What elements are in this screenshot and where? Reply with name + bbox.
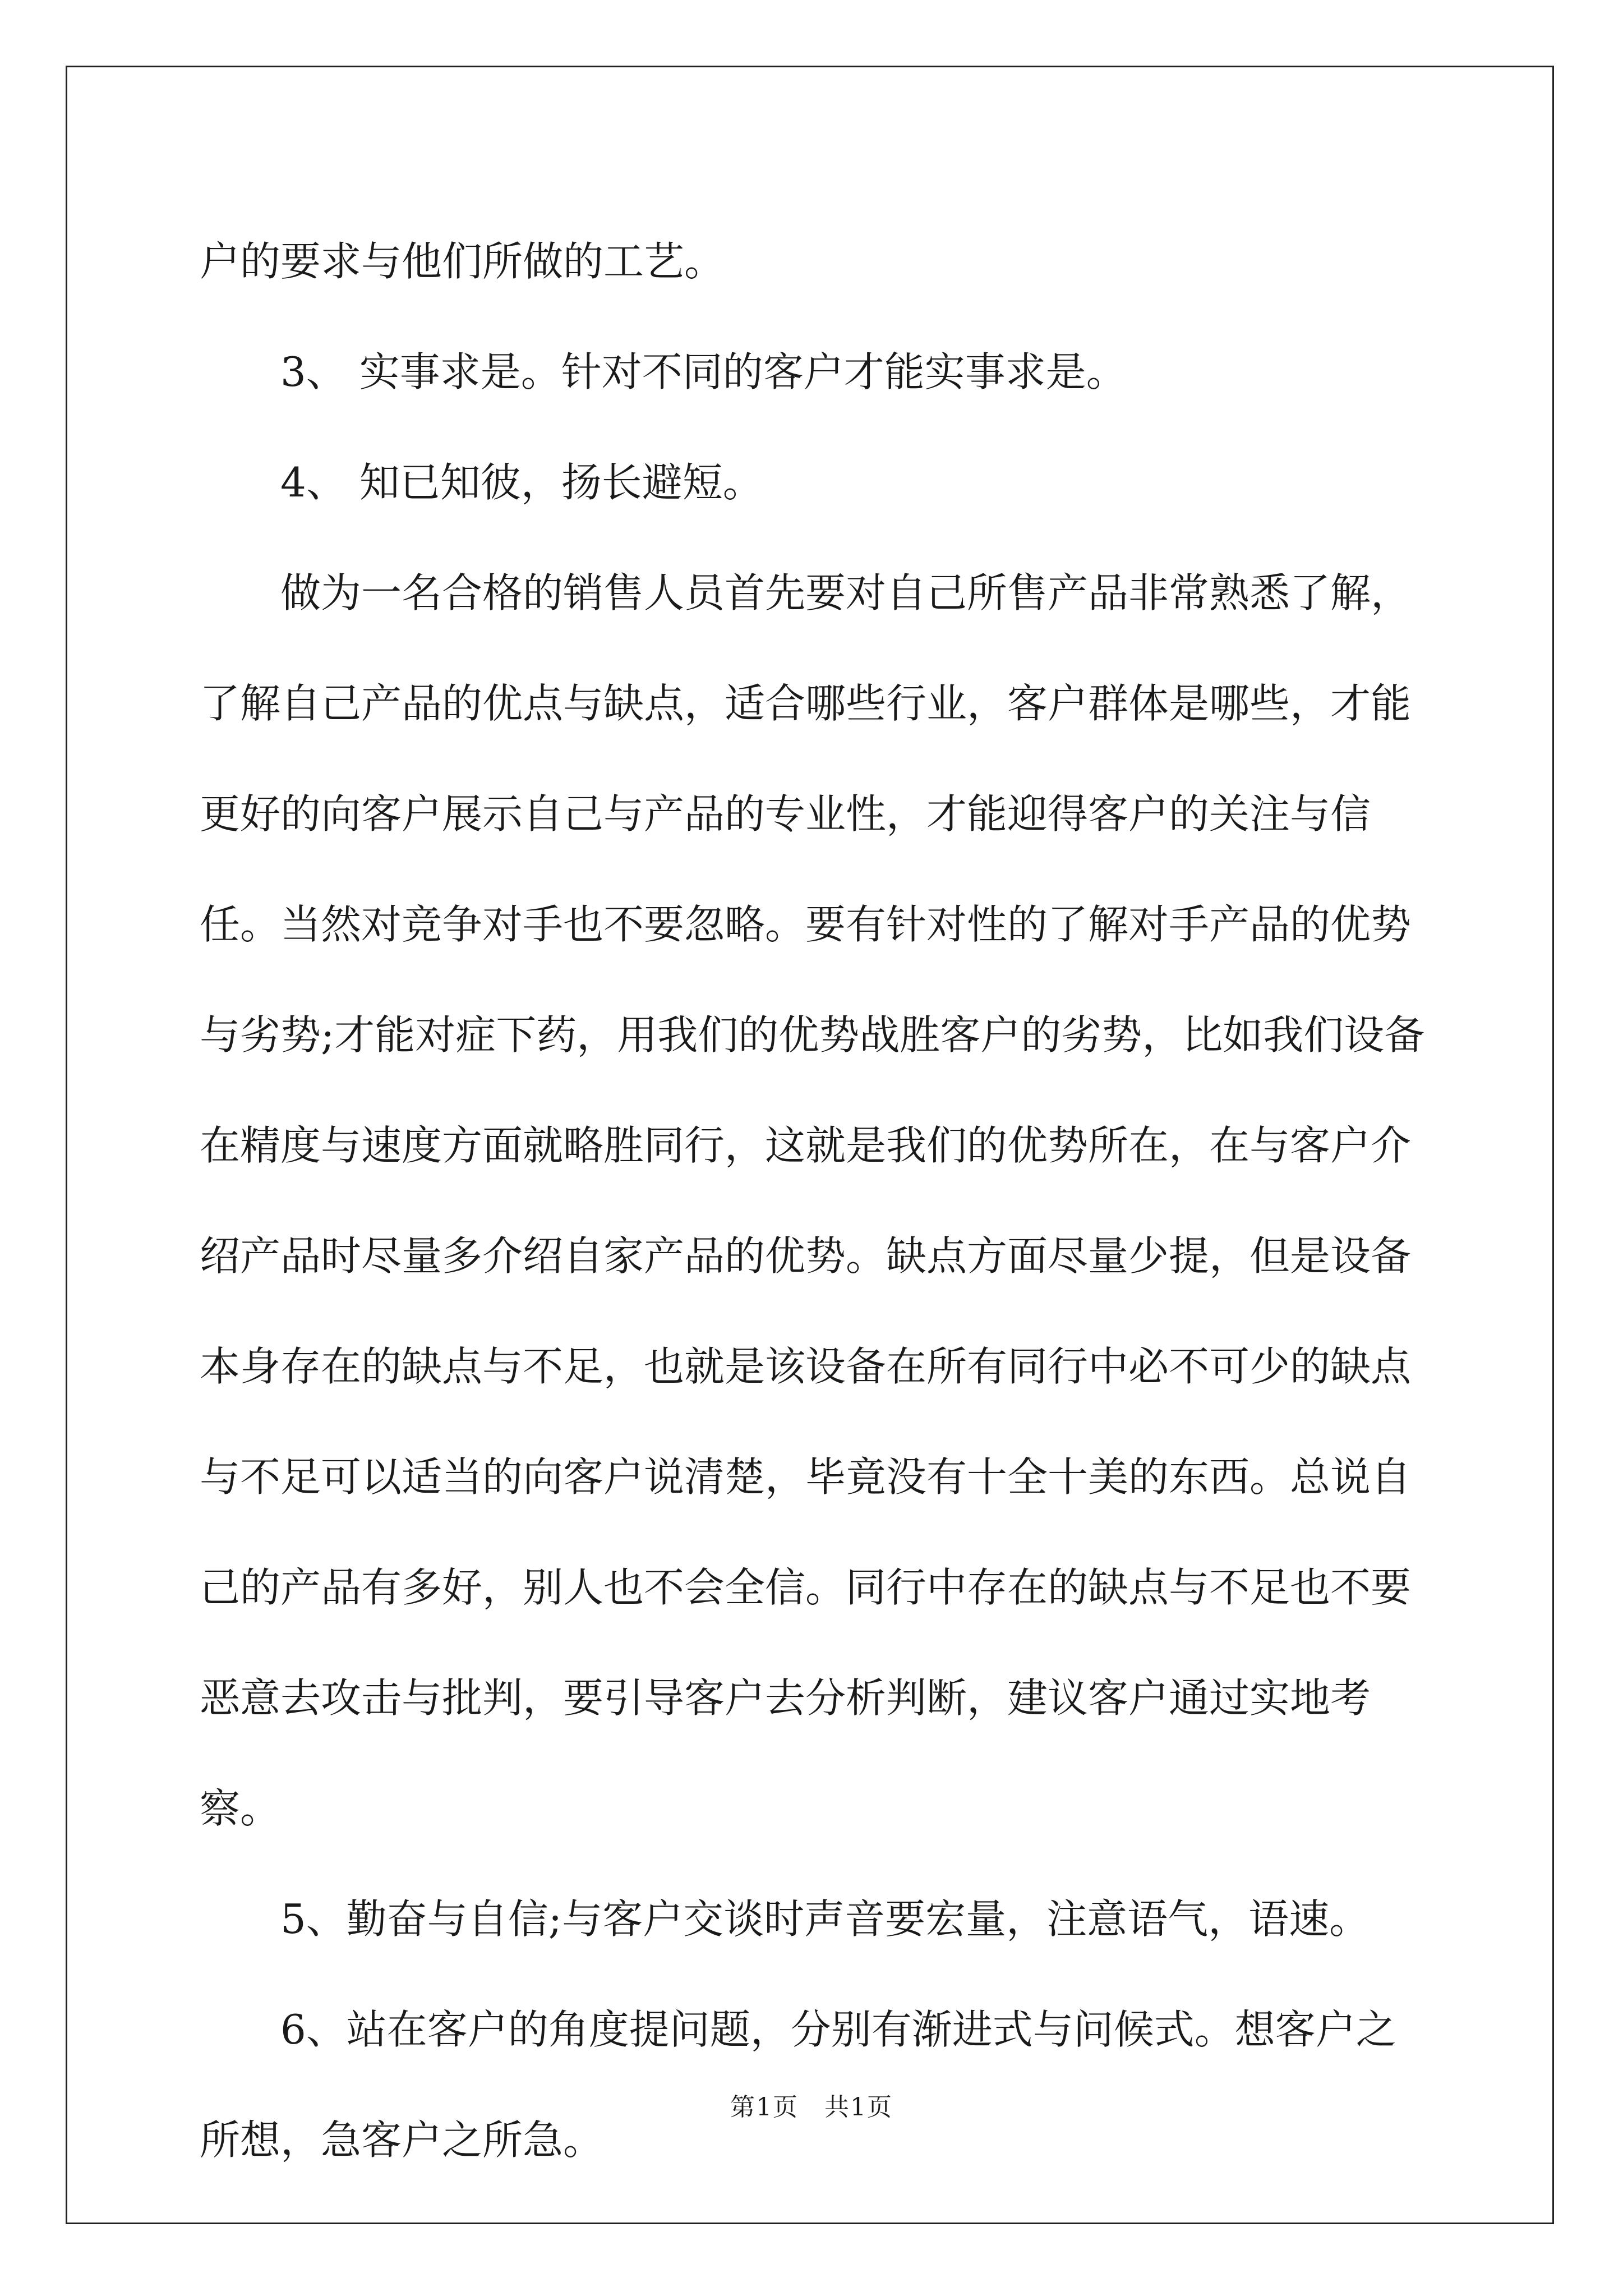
- paragraph-item-4: 4、 知已知彼，扬长避短。: [280, 459, 763, 506]
- paragraph-continuation: 户的要求与他们所做的工艺。: [200, 238, 725, 285]
- paragraph-item-6: 6、站在客户的角度提问题，分别有渐进式与问候式。想客户之所想，急客户之所急。: [200, 2006, 1396, 2164]
- paragraph-item-5: 5、勤奋与自信;与客户交谈时声音要宏量，注意语气，语速。: [280, 1895, 1370, 1943]
- page-footer: 第1页 共1页: [730, 2093, 893, 2122]
- paragraph-sales-knowledge: 做为一名合格的销售人员首先要对自己所售产品非常熟悉了解，了解自己产品的优点与缺点，适合哪些行业，客户群体是哪些，才能更好的向客户展示自己与产品的专业性，才能迎得客户的关注与信任。当然对竞争对手也不要忽略。要有针对性的了解对手产品的优势与劣势;才能对症下药，用我们的优势战胜客户的劣势，比如我们设备在精度与速度方面就略胜同行，这就是我们的优势所在，在与客户介绍产品时尽量多介绍自家产品的优势。缺点方面尽量少提，但是设备本身存在的缺点与不足，也就是该设备在所有同行中必不可少的缺点与不足可以适当的向客户说清楚，毕竟没有十全十美的东西。总说自己的产品有多好，别人也不会全信。同行中存在的缺点与不足也不要恶意去攻击与批判，要引导客户去分析判断，建议客户通过实地考察。: [200, 569, 1425, 1832]
- paragraph-item-3: 3、 实事求是。针对不同的客户才能实事求是。: [280, 348, 1127, 395]
- document-body: [200, 206, 1433, 2196]
